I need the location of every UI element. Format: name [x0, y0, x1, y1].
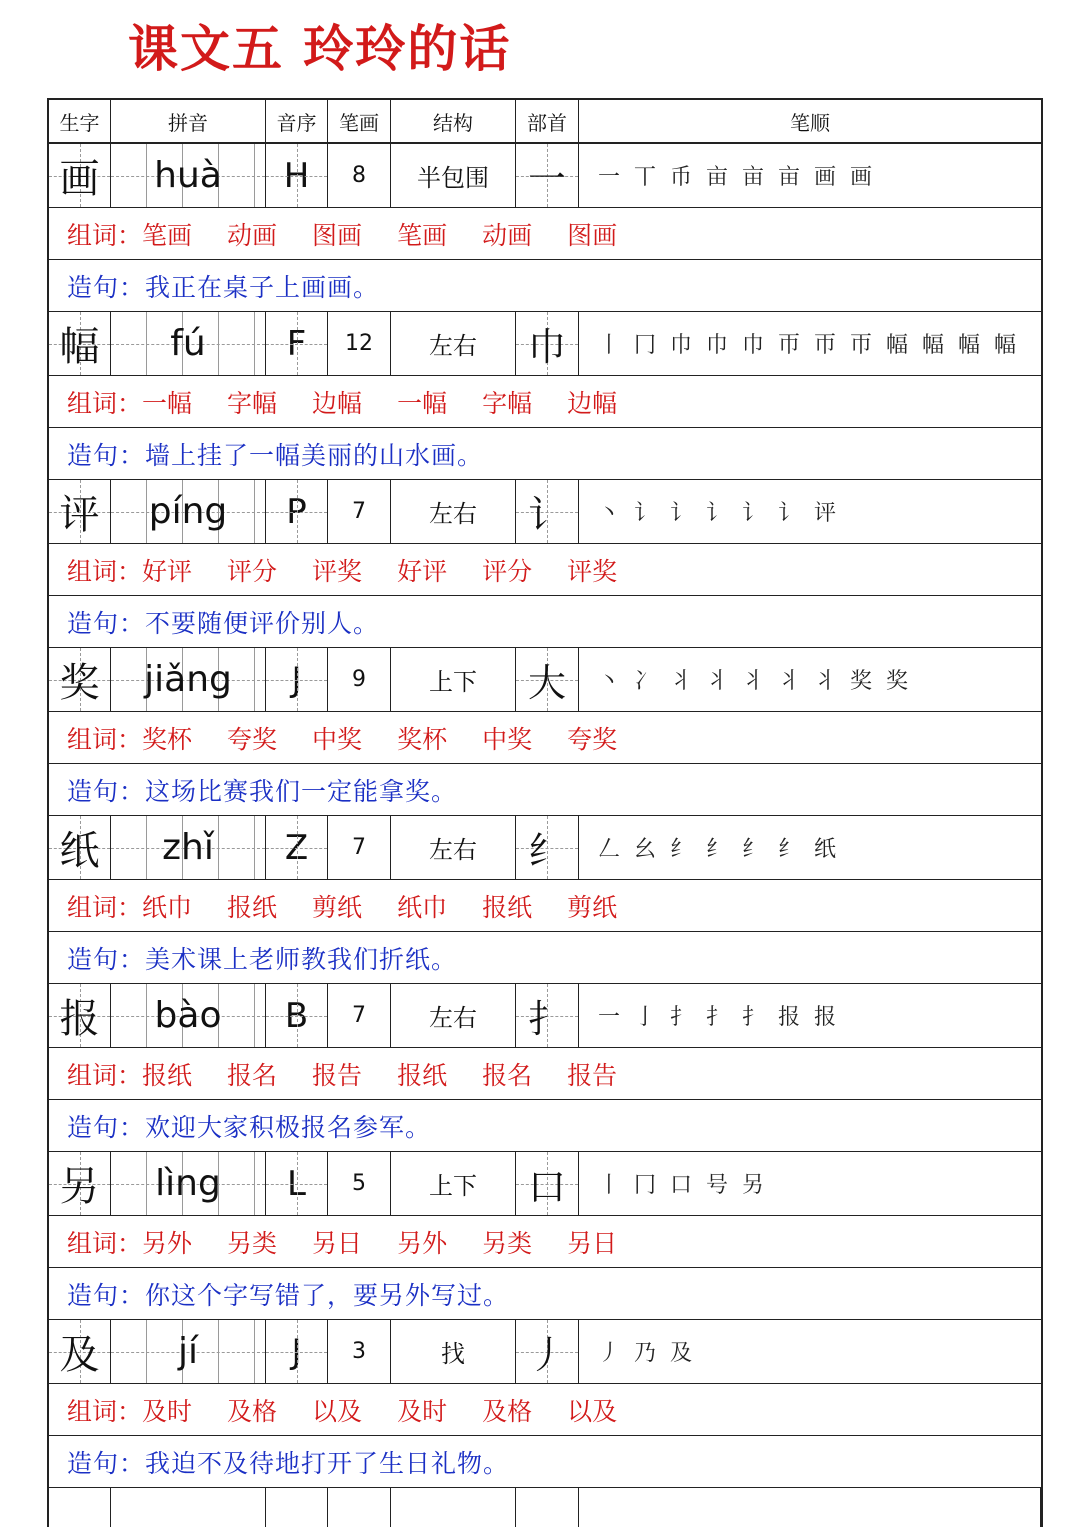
- stroke-order: [579, 312, 1041, 375]
- char-block: [49, 1152, 1041, 1320]
- stroke-order: [579, 984, 1041, 1047]
- zaoju-row: [49, 1436, 1041, 1488]
- stroke-step: 另: [741, 1173, 764, 1198]
- bihua-count: 7: [352, 1003, 366, 1028]
- stroke-step: 丨: [597, 1173, 620, 1198]
- stroke-step: 丶: [597, 501, 620, 526]
- stroke-step: 画: [849, 165, 872, 190]
- zuci-word: 字幅: [227, 388, 278, 418]
- bushou: 巾: [527, 325, 566, 369]
- zuci-word: 报纸: [227, 892, 278, 922]
- header-yinxu: 音序: [266, 100, 328, 142]
- stroke-step: 扌: [741, 1005, 764, 1030]
- zaoju-label: 造句：: [67, 1112, 146, 1142]
- zaoju-row: [49, 1268, 1041, 1320]
- zuci-word: 一幅: [142, 388, 193, 418]
- header-jiegou: 结构: [391, 100, 516, 142]
- zuci-word: 夸奖: [567, 724, 618, 754]
- stroke-step: 乃: [633, 1341, 656, 1366]
- stroke-order: [579, 1152, 1041, 1215]
- zuci-word: 边幅: [567, 388, 618, 418]
- zuci-word: 好评: [397, 556, 448, 586]
- bihua-count: 7: [352, 835, 366, 860]
- jiegou: 左右: [429, 836, 477, 864]
- zi: 画: [59, 156, 100, 202]
- stroke-step: 亩: [705, 165, 728, 190]
- bihua-count: 7: [352, 499, 366, 524]
- zuci-word: 纸巾: [397, 892, 448, 922]
- jiegou: 左右: [429, 500, 477, 528]
- stroke-order: [579, 144, 1041, 207]
- stroke-step: 丨: [597, 333, 620, 358]
- zuci-label: 组词：: [67, 556, 143, 586]
- zaoju-row: [49, 596, 1041, 648]
- stroke-step: 丬: [705, 669, 728, 694]
- zuci-word: 另外: [397, 1228, 448, 1258]
- zi: 评: [59, 492, 100, 538]
- stroke-step: 报: [777, 1005, 800, 1030]
- zuci-row: [49, 880, 1041, 932]
- bushou: 一: [527, 157, 566, 201]
- zuci-word: 报告: [312, 1060, 363, 1090]
- zuci-word: 报纸: [397, 1060, 448, 1090]
- zaoju-sentence: 不要随便评价别人。: [145, 608, 380, 638]
- stroke-step: 丬: [741, 669, 764, 694]
- yinxu: P: [286, 491, 307, 532]
- bushou: 丿: [527, 1333, 566, 1377]
- bushou: 讠: [527, 493, 566, 537]
- stroke-step: 画: [813, 165, 836, 190]
- char-row: [49, 312, 1041, 376]
- zaoju-label: 造句：: [67, 608, 146, 638]
- zuci-word: 另类: [482, 1228, 533, 1258]
- stroke-step: 评: [813, 501, 836, 526]
- zaoju-sentence: 欢迎大家积极报名参军。: [145, 1112, 432, 1142]
- bushou: 大: [527, 661, 566, 705]
- page-title: 课文五 玲玲的话: [128, 19, 512, 78]
- char-block: [49, 480, 1041, 648]
- zuci-row: [49, 712, 1041, 764]
- zuci-row: [49, 208, 1041, 260]
- stroke-step: 号: [705, 1173, 728, 1198]
- character-table: [47, 98, 1043, 1527]
- stroke-step: 亩: [741, 165, 764, 190]
- char-row: [49, 480, 1041, 544]
- yinxu: B: [284, 995, 309, 1036]
- zuci-row: [49, 1216, 1041, 1268]
- zaoju-sentence: 你这个字写错了，要另外写过。: [145, 1280, 510, 1310]
- zuci-word: 报名: [482, 1060, 533, 1090]
- stroke-order: [579, 480, 1041, 543]
- bihua-count: 8: [352, 163, 366, 188]
- zuci-word: 动画: [227, 220, 278, 250]
- zuci-word: 剪纸: [567, 892, 618, 922]
- header-pinyin: 拼音: [111, 100, 266, 142]
- stroke-step: 幅: [885, 333, 908, 358]
- yinxu: L: [287, 1163, 306, 1204]
- yinxu: J: [291, 1331, 302, 1372]
- stroke-step: 奖: [849, 669, 872, 694]
- stroke-step: 帀: [777, 333, 800, 358]
- jiegou: 上下: [429, 668, 477, 696]
- stroke-step: 𠃋: [597, 837, 620, 862]
- stroke-step: 纸: [813, 837, 836, 862]
- stroke-step: 讠: [705, 501, 728, 526]
- stroke-step: 讠: [633, 501, 656, 526]
- zuci-word: 报告: [567, 1060, 618, 1090]
- zaoju-sentence: 墙上挂了一幅美丽的山水画。: [145, 440, 484, 470]
- zaoju-label: 造句：: [67, 1448, 146, 1478]
- zuci-word: 以及: [312, 1396, 363, 1426]
- jiegou: 找: [441, 1340, 465, 1368]
- zuci-word: 及时: [142, 1396, 193, 1426]
- pinyin: fú: [170, 323, 206, 364]
- zuci-word: 以及: [567, 1396, 618, 1426]
- pinyin: píng: [148, 491, 228, 532]
- zuci-word: 及格: [227, 1396, 278, 1426]
- pinyin: lìng: [155, 1163, 221, 1204]
- stroke-step: 巾: [705, 333, 728, 358]
- stroke-order: [579, 648, 1041, 711]
- blank-row: [49, 1488, 1041, 1527]
- stroke-step: 口: [669, 1173, 692, 1198]
- bushou: 纟: [527, 829, 566, 873]
- yinxu: F: [286, 323, 307, 364]
- char-row: [49, 144, 1041, 208]
- zuci-label: 组词：: [67, 220, 143, 250]
- zuci-row: [49, 1048, 1041, 1100]
- zaoju-sentence: 美术课上老师教我们折纸。: [145, 944, 458, 974]
- stroke-step: 一: [597, 165, 620, 190]
- zi: 报: [59, 996, 100, 1042]
- zuci-label: 组词：: [67, 388, 143, 418]
- zaoju-row: [49, 428, 1041, 480]
- pinyin: huà: [154, 155, 222, 196]
- char-block: [49, 984, 1041, 1152]
- zuci-word: 报纸: [142, 1060, 193, 1090]
- stroke-step: 冂: [633, 333, 656, 358]
- zaoju-sentence: 这场比赛我们一定能拿奖。: [145, 776, 458, 806]
- stroke-step: 讠: [669, 501, 692, 526]
- header-bihua: 笔画: [328, 100, 391, 142]
- stroke-step: 一: [597, 1005, 620, 1030]
- zuci-word: 评奖: [567, 556, 618, 586]
- zi: 奖: [59, 660, 100, 706]
- stroke-step: 幅: [993, 333, 1016, 358]
- header-bushou: 部首: [516, 100, 579, 142]
- zuci-word: 好评: [142, 556, 193, 586]
- zuci-word: 纸巾: [142, 892, 193, 922]
- zuci-word: 评奖: [312, 556, 363, 586]
- zaoju-label: 造句：: [67, 272, 146, 302]
- stroke-step: 纟: [777, 837, 800, 862]
- zuci-label: 组词：: [67, 1060, 143, 1090]
- bihua-count: 3: [352, 1339, 366, 1364]
- zaoju-row: [49, 1100, 1041, 1152]
- stroke-step: 幺: [633, 837, 656, 862]
- jiegou: 半包围: [417, 164, 489, 192]
- stroke-step: 扌: [669, 1005, 692, 1030]
- stroke-order: [579, 1320, 1041, 1383]
- stroke-step: 幅: [921, 333, 944, 358]
- stroke-order: [579, 816, 1041, 879]
- char-row: [49, 1152, 1041, 1216]
- char-block: [49, 1320, 1041, 1488]
- char-row: [49, 816, 1041, 880]
- bushou: 扌: [527, 997, 566, 1041]
- stroke-step: 丬: [777, 669, 800, 694]
- zaoju-label: 造句：: [67, 1280, 146, 1310]
- zaoju-row: [49, 260, 1041, 312]
- table-header: [49, 100, 1041, 144]
- pinyin: zhǐ: [162, 827, 214, 868]
- stroke-step: 丬: [669, 669, 692, 694]
- zuci-word: 奖杯: [142, 724, 193, 754]
- jiegou: 上下: [429, 1172, 477, 1200]
- zuci-word: 动画: [482, 220, 533, 250]
- stroke-step: 纟: [741, 837, 764, 862]
- pinyin: bào: [154, 995, 222, 1036]
- zuci-word: 奖杯: [397, 724, 448, 754]
- zuci-word: 剪纸: [312, 892, 363, 922]
- zuci-word: 评分: [482, 556, 533, 586]
- stroke-step: 丶: [597, 669, 620, 694]
- stroke-step: 纟: [669, 837, 692, 862]
- zuci-word: 笔画: [142, 220, 193, 250]
- zuci-word: 笔画: [397, 220, 448, 250]
- stroke-step: 丿: [597, 1341, 620, 1366]
- stroke-step: 纟: [705, 837, 728, 862]
- zuci-label: 组词：: [67, 892, 143, 922]
- stroke-step: 讠: [777, 501, 800, 526]
- zaoju-sentence: 我正在桌子上画画。: [145, 272, 380, 302]
- header-zi: 生字: [49, 100, 111, 142]
- zuci-word: 中奖: [312, 724, 363, 754]
- yinxu: Z: [284, 827, 309, 868]
- zi: 另: [59, 1164, 100, 1210]
- stroke-step: 亅: [633, 1005, 656, 1030]
- yinxu: J: [291, 659, 302, 700]
- stroke-step: 巾: [741, 333, 764, 358]
- zaoju-label: 造句：: [67, 776, 146, 806]
- char-row: [49, 648, 1041, 712]
- stroke-step: 奖: [885, 669, 908, 694]
- stroke-step: 亩: [777, 165, 800, 190]
- bihua-count: 12: [345, 331, 373, 356]
- zuci-word: 另外: [142, 1228, 193, 1258]
- zaoju-label: 造句：: [67, 944, 146, 974]
- bushou: 口: [527, 1165, 566, 1209]
- stroke-step: 丅: [633, 165, 656, 190]
- zaoju-sentence: 我迫不及待地打开了生日礼物。: [145, 1448, 510, 1478]
- zaoju-row: [49, 932, 1041, 984]
- yinxu: H: [283, 155, 310, 196]
- zuci-word: 另类: [227, 1228, 278, 1258]
- zi: 及: [59, 1332, 100, 1378]
- zuci-row: [49, 1384, 1041, 1436]
- stroke-step: 报: [813, 1005, 836, 1030]
- zuci-word: 及格: [482, 1396, 533, 1426]
- char-block: [49, 312, 1041, 480]
- zuci-word: 一幅: [397, 388, 448, 418]
- stroke-step: 讠: [741, 501, 764, 526]
- zaoju-row: [49, 764, 1041, 816]
- stroke-step: 帀: [813, 333, 836, 358]
- zuci-label: 组词：: [67, 724, 143, 754]
- stroke-step: 冫: [633, 669, 656, 694]
- pinyin: jiǎng: [144, 659, 232, 700]
- zi: 纸: [59, 828, 100, 874]
- bihua-count: 9: [352, 667, 366, 692]
- zi: 幅: [59, 324, 100, 370]
- stroke-step: 扌: [705, 1005, 728, 1030]
- zuci-word: 图画: [312, 220, 363, 250]
- zaoju-label: 造句：: [67, 440, 146, 470]
- char-row: [49, 1320, 1041, 1384]
- zuci-label: 组词：: [67, 1228, 143, 1258]
- stroke-step: 巾: [669, 333, 692, 358]
- zuci-word: 图画: [567, 220, 618, 250]
- char-block: [49, 648, 1041, 816]
- zuci-word: 评分: [227, 556, 278, 586]
- zuci-label: 组词：: [67, 1396, 143, 1426]
- zuci-row: [49, 544, 1041, 596]
- zuci-row: [49, 376, 1041, 428]
- zuci-word: 夸奖: [227, 724, 278, 754]
- zuci-word: 报纸: [482, 892, 533, 922]
- zuci-word: 另日: [312, 1228, 363, 1258]
- stroke-step: 帀: [849, 333, 872, 358]
- jiegou: 左右: [429, 332, 477, 360]
- pinyin: jí: [177, 1331, 198, 1372]
- char-block: [49, 816, 1041, 984]
- stroke-step: 币: [669, 165, 692, 190]
- zuci-word: 报名: [227, 1060, 278, 1090]
- stroke-step: 幅: [957, 333, 980, 358]
- char-block: [49, 144, 1041, 312]
- char-row: [49, 984, 1041, 1048]
- stroke-step: 及: [669, 1341, 692, 1366]
- zuci-word: 另日: [567, 1228, 618, 1258]
- jiegou: 左右: [429, 1004, 477, 1032]
- zuci-word: 及时: [397, 1396, 448, 1426]
- zuci-word: 字幅: [482, 388, 533, 418]
- header-bishun: 笔顺: [790, 110, 830, 135]
- zuci-word: 中奖: [482, 724, 533, 754]
- bihua-count: 5: [352, 1171, 366, 1196]
- stroke-step: 冂: [633, 1173, 656, 1198]
- zuci-word: 边幅: [312, 388, 363, 418]
- stroke-step: 丬: [813, 669, 836, 694]
